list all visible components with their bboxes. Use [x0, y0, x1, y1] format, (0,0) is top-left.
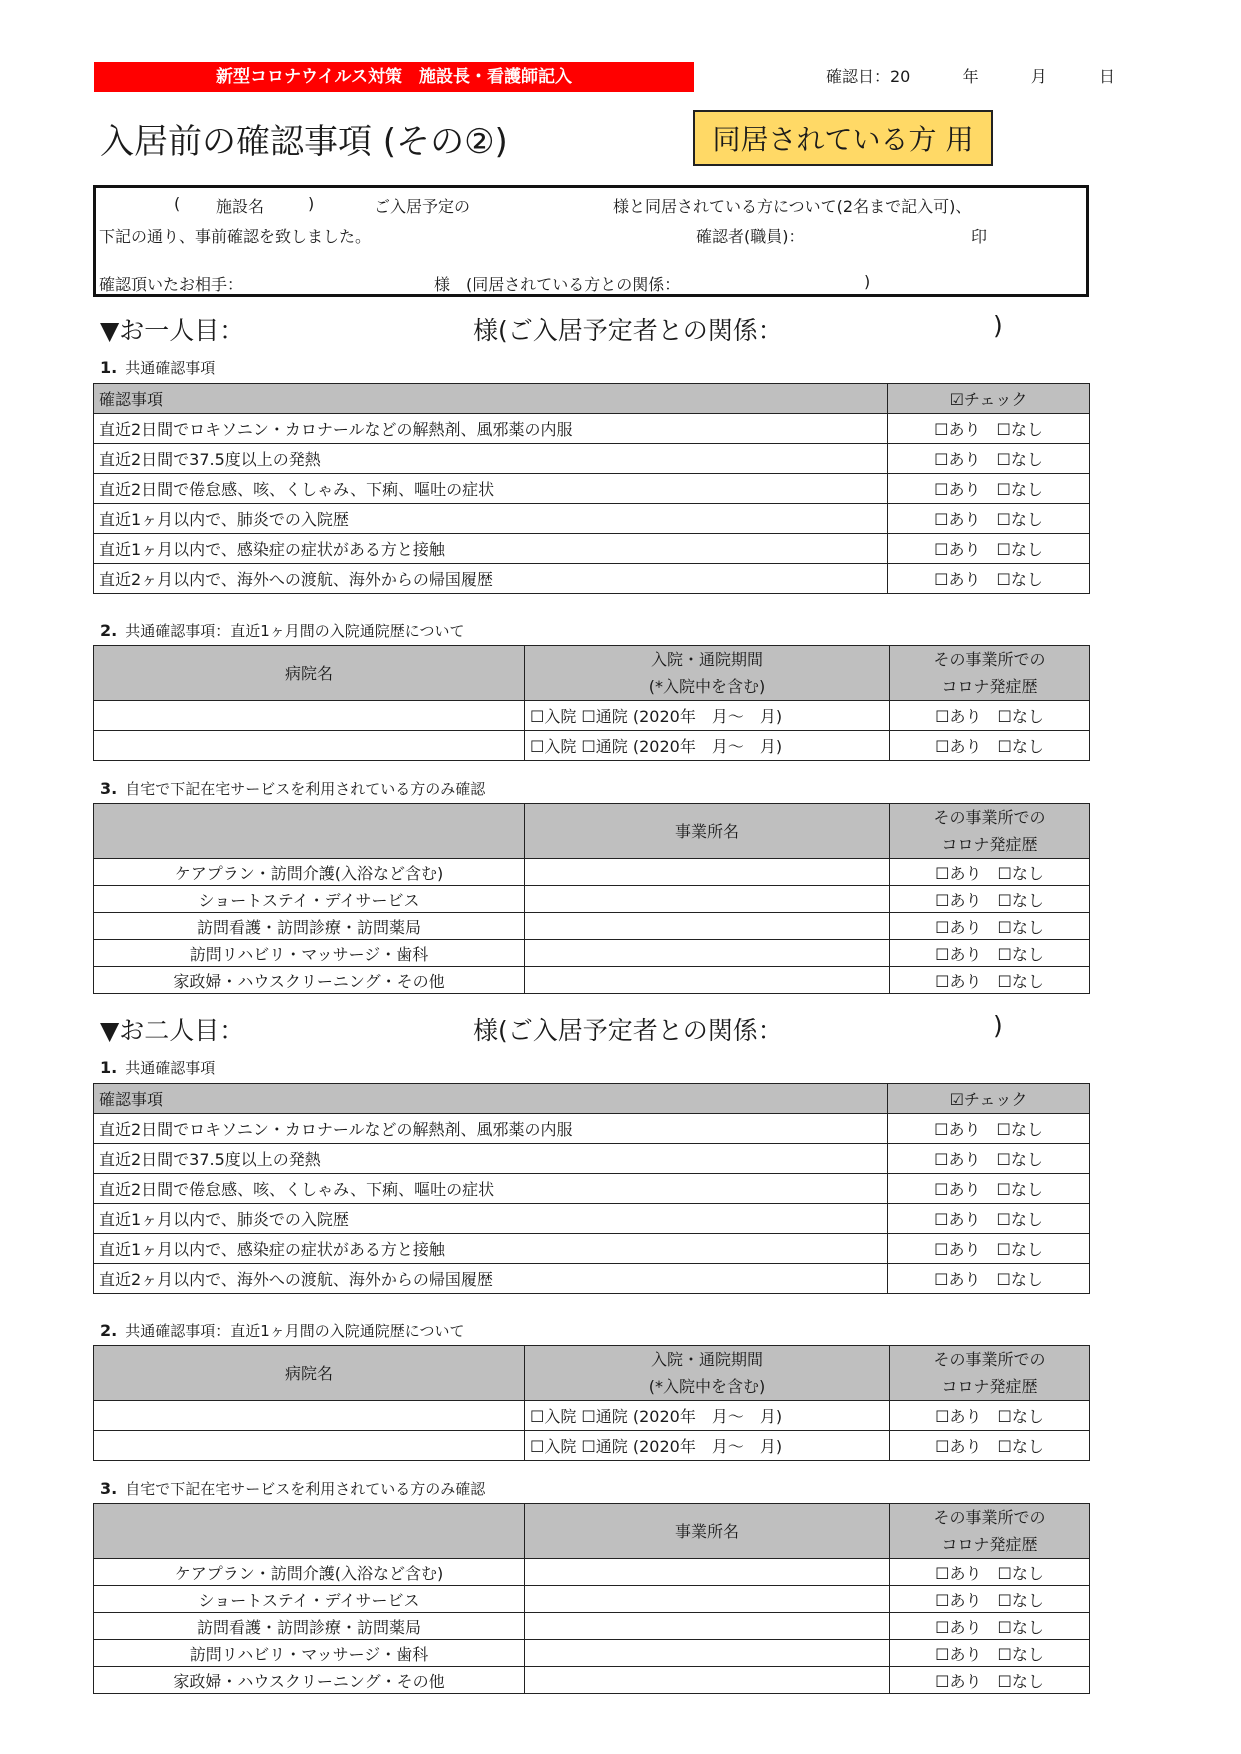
check-item: 直近1ヶ月以内で、感染症の症状がある方と接触 [94, 1234, 888, 1264]
check-item: 直近2ヶ月以内で、海外への渡航、海外からの帰国履歴 [94, 564, 888, 594]
table-row [94, 504, 1090, 534]
table-row [94, 1234, 1090, 1264]
p1-section3-title [100, 778, 485, 799]
section-number: 1. [100, 358, 118, 377]
table-row [94, 701, 1090, 731]
yes-no-checkbox[interactable]: ☐あり ☐なし [890, 940, 1090, 967]
yes-no-checkbox[interactable]: ☐あり ☐なし [888, 474, 1090, 504]
yes-no-checkbox[interactable]: ☐あり ☐なし [890, 1431, 1090, 1461]
col-history [890, 804, 1090, 859]
col-item: 確認事項 [94, 384, 888, 414]
yes-no-checkbox[interactable]: ☐あり ☐なし [890, 886, 1090, 913]
yes-no-checkbox[interactable]: ☐あり ☐なし [888, 444, 1090, 474]
service-type: 訪問看護・訪問診療・訪問薬局 [94, 913, 525, 940]
p2-section2-title [100, 1320, 464, 1341]
table-row [94, 1114, 1090, 1144]
service-type: ショートステイ・デイサービス [94, 886, 525, 913]
p2-section3-title [100, 1478, 485, 1499]
check-item: 直近2日間でロキソニン・カロナールなどの解熱剤、風邪薬の内服 [94, 414, 888, 444]
check-item: 直近2日間で倦怠感、咳、くしゃみ、下痢、嘔吐の症状 [94, 474, 888, 504]
table-row [94, 940, 1090, 967]
col-history [890, 646, 1090, 701]
office-name-input[interactable] [525, 886, 890, 913]
service-type: ショートステイ・デイサービス [94, 1586, 525, 1613]
section-number: 1. [100, 1058, 118, 1077]
check-item: 直近1ヶ月以内で、肺炎での入院歴 [94, 1204, 888, 1234]
table-row [94, 859, 1090, 886]
p1-hospital-table [93, 645, 1090, 761]
p2-hospital-table [93, 1345, 1090, 1461]
form-banner: 新型コロナウイルス対策 施設長・看護師記入 [94, 62, 694, 92]
col-history-line1: その事業所での [933, 1508, 1046, 1527]
page-title: 入居前の確認事項 (その②) [100, 122, 508, 162]
p2-home-service-table [93, 1503, 1090, 1694]
yes-no-checkbox[interactable]: ☐あり ☐なし [888, 504, 1090, 534]
col-history [890, 1504, 1090, 1559]
person-1-relation-close: ) [993, 311, 1003, 340]
yes-no-checkbox[interactable]: ☐あり ☐なし [890, 1667, 1090, 1694]
section-title: 自宅で下記在宅サービスを利用されている方のみ確認 [125, 780, 486, 798]
table-row [94, 1586, 1090, 1613]
col-service [94, 1504, 525, 1559]
person-2-relation: 様(ご入居予定者との関係： [473, 1016, 783, 1045]
col-period-line2: (*入院中を含む) [648, 677, 766, 696]
check-item: 直近2日間で37.5度以上の発熱 [94, 1144, 888, 1174]
section-title: 共通確認事項：直近1ヶ月間の入院通院歴について [125, 1322, 465, 1340]
p2-common-check-table [93, 1083, 1090, 1294]
col-office: 事業所名 [525, 804, 890, 859]
hospital-name-input[interactable] [94, 1431, 525, 1461]
seal-mark: 印 [971, 227, 988, 246]
date-year-label: 年 [962, 67, 979, 86]
service-type: 家政婦・ハウスクリーニング・その他 [94, 967, 525, 994]
check-item: 直近2ヶ月以内で、海外への渡航、海外からの帰国履歴 [94, 1264, 888, 1294]
resident-label: ご入居予定の [374, 197, 471, 216]
col-history-line2: コロナ発症歴 [941, 835, 1038, 854]
office-name-input[interactable] [525, 859, 890, 886]
col-office: 事業所名 [525, 1504, 890, 1559]
facility-open: ( [174, 194, 181, 213]
yes-no-checkbox[interactable]: ☐あり ☐なし [888, 1114, 1090, 1144]
table-row [94, 414, 1090, 444]
table-row [94, 534, 1090, 564]
service-type: 訪問リハビリ・マッサージ・歯科 [94, 940, 525, 967]
hospital-name-input[interactable] [94, 1401, 525, 1431]
yes-no-checkbox[interactable]: ☐あり ☐なし [888, 534, 1090, 564]
check-item: 直近2日間でロキソニン・カロナールなどの解熱剤、風邪薬の内服 [94, 1114, 888, 1144]
col-period-line2: (*入院中を含む) [648, 1377, 766, 1396]
table-row [94, 1204, 1090, 1234]
yes-no-checkbox[interactable]: ☐あり ☐なし [888, 414, 1090, 444]
service-type: ケアプラン・訪問介護(入浴など含む) [94, 859, 525, 886]
table-row [94, 1640, 1090, 1667]
relation-label: 様 (同居されている方との関係： [434, 275, 681, 294]
col-period [525, 1346, 890, 1401]
yes-no-checkbox[interactable]: ☐あり ☐なし [888, 1264, 1090, 1294]
yes-no-checkbox[interactable]: ☐あり ☐なし [890, 1640, 1090, 1667]
person-1-relation: 様(ご入居予定者との関係： [473, 316, 783, 345]
col-history-line1: その事業所での [933, 1350, 1046, 1369]
yes-no-checkbox[interactable]: ☐あり ☐なし [888, 1144, 1090, 1174]
col-period-line1: 入院・通院期間 [650, 1350, 763, 1369]
col-hospital: 病院名 [94, 646, 525, 701]
facility-close: ) [308, 194, 315, 213]
date-day-label: 日 [1098, 67, 1115, 86]
person-2-relation-close: ) [993, 1011, 1003, 1040]
section-title: 共通確認事項 [125, 1059, 216, 1077]
yes-no-checkbox[interactable]: ☐あり ☐なし [890, 967, 1090, 994]
office-name-input[interactable] [525, 1586, 890, 1613]
period-checkbox[interactable]: ☐入院 ☐通院 (2020年 月～ 月) [525, 731, 890, 761]
table-row [94, 1431, 1090, 1461]
col-history [890, 1346, 1090, 1401]
table-row [94, 1667, 1090, 1694]
col-item: 確認事項 [94, 1084, 888, 1114]
section-number: 2. [100, 1321, 118, 1340]
yes-no-checkbox[interactable]: ☐あり ☐なし [890, 1586, 1090, 1613]
col-check: ☑チェック [888, 384, 1090, 414]
table-row [94, 886, 1090, 913]
col-service [94, 804, 525, 859]
table-row [94, 1401, 1090, 1431]
hospital-name-input[interactable] [94, 701, 525, 731]
yes-no-checkbox[interactable]: ☐あり ☐なし [888, 564, 1090, 594]
yes-no-checkbox[interactable]: ☐あり ☐なし [888, 1234, 1090, 1264]
yes-no-checkbox[interactable]: ☐あり ☐なし [890, 1613, 1090, 1640]
table-row [94, 1559, 1090, 1586]
col-period [525, 646, 890, 701]
date-label: 確認日：20 [826, 67, 911, 86]
info-box [93, 185, 1089, 297]
col-history-line2: コロナ発症歴 [941, 1377, 1038, 1396]
yes-no-checkbox[interactable]: ☐あり ☐なし [890, 913, 1090, 940]
p1-common-check-table [93, 383, 1090, 594]
col-history-line2: コロナ発症歴 [941, 1535, 1038, 1554]
person-1-heading: ▼お一人目： [100, 316, 245, 345]
section-title: 共通確認事項：直近1ヶ月間の入院通院歴について [125, 622, 465, 640]
col-history-line1: その事業所での [933, 808, 1046, 827]
p1-section1-title [100, 357, 215, 378]
check-item: 直近1ヶ月以内で、肺炎での入院歴 [94, 504, 888, 534]
sama-text: 様と同居されている方について(2名まで記入可)、 [613, 197, 972, 216]
col-check: ☑チェック [888, 1084, 1090, 1114]
office-name-input[interactable] [525, 1559, 890, 1586]
table-row [94, 967, 1090, 994]
section-title: 自宅で下記在宅サービスを利用されている方のみ確認 [125, 1480, 486, 1498]
p2-section1-title [100, 1057, 215, 1078]
yes-no-checkbox[interactable]: ☐あり ☐なし [890, 859, 1090, 886]
table-row [94, 1144, 1090, 1174]
table-row [94, 731, 1090, 761]
service-type: 家政婦・ハウスクリーニング・その他 [94, 1667, 525, 1694]
service-type: 訪問リハビリ・マッサージ・歯科 [94, 1640, 525, 1667]
table-row [94, 1174, 1090, 1204]
yes-no-checkbox[interactable]: ☐あり ☐なし [888, 1204, 1090, 1234]
relation-close: ) [864, 272, 871, 291]
period-checkbox[interactable]: ☐入院 ☐通院 (2020年 月～ 月) [525, 1401, 890, 1431]
col-hospital: 病院名 [94, 1346, 525, 1401]
office-name-input[interactable] [525, 1667, 890, 1694]
table-row [94, 564, 1090, 594]
hospital-name-input[interactable] [94, 731, 525, 761]
check-item: 直近1ヶ月以内で、感染症の症状がある方と接触 [94, 534, 888, 564]
check-item: 直近2日間で37.5度以上の発熱 [94, 444, 888, 474]
section-title: 共通確認事項 [125, 359, 216, 377]
section-number: 2. [100, 621, 118, 640]
yes-no-checkbox[interactable]: ☐あり ☐なし [890, 701, 1090, 731]
p1-home-service-table [93, 803, 1090, 994]
date-month-label: 月 [1030, 67, 1047, 86]
table-row [94, 474, 1090, 504]
table-row [94, 1613, 1090, 1640]
col-history-line2: コロナ発症歴 [941, 677, 1038, 696]
service-type: ケアプラン・訪問介護(入浴など含む) [94, 1559, 525, 1586]
office-name-input[interactable] [525, 1613, 890, 1640]
section-number: 3. [100, 1479, 118, 1498]
office-name-input[interactable] [525, 913, 890, 940]
person-2-heading: ▼お二人目： [100, 1016, 245, 1045]
check-item: 直近2日間で倦怠感、咳、くしゃみ、下痢、嘔吐の症状 [94, 1174, 888, 1204]
period-checkbox[interactable]: ☐入院 ☐通院 (2020年 月～ 月) [525, 1431, 890, 1461]
audience-badge: 同居されている方 用 [693, 110, 993, 166]
service-type: 訪問看護・訪問診療・訪問薬局 [94, 1613, 525, 1640]
yes-no-checkbox[interactable]: ☐あり ☐なし [888, 1174, 1090, 1204]
col-history-line1: その事業所での [933, 650, 1046, 669]
confirmation-statement: 下記の通り、事前確認を致しました。 [99, 227, 372, 246]
yes-no-checkbox[interactable]: ☐あり ☐なし [890, 1401, 1090, 1431]
period-checkbox[interactable]: ☐入院 ☐通院 (2020年 月～ 月) [525, 701, 890, 731]
confirmer-label: 確認者(職員)： [696, 227, 805, 246]
confirmation-date[interactable] [826, 64, 1115, 87]
table-row [94, 444, 1090, 474]
yes-no-checkbox[interactable]: ☐あり ☐なし [890, 1559, 1090, 1586]
facility-label: 施設名 [216, 197, 265, 216]
table-row [94, 1264, 1090, 1294]
office-name-input[interactable] [525, 1640, 890, 1667]
section-number: 3. [100, 779, 118, 798]
office-name-input[interactable] [525, 967, 890, 994]
table-row [94, 913, 1090, 940]
p1-section2-title [100, 620, 464, 641]
col-period-line1: 入院・通院期間 [650, 650, 763, 669]
yes-no-checkbox[interactable]: ☐あり ☐なし [890, 731, 1090, 761]
office-name-input[interactable] [525, 940, 890, 967]
partner-label: 確認頂いたお相手： [99, 275, 244, 294]
